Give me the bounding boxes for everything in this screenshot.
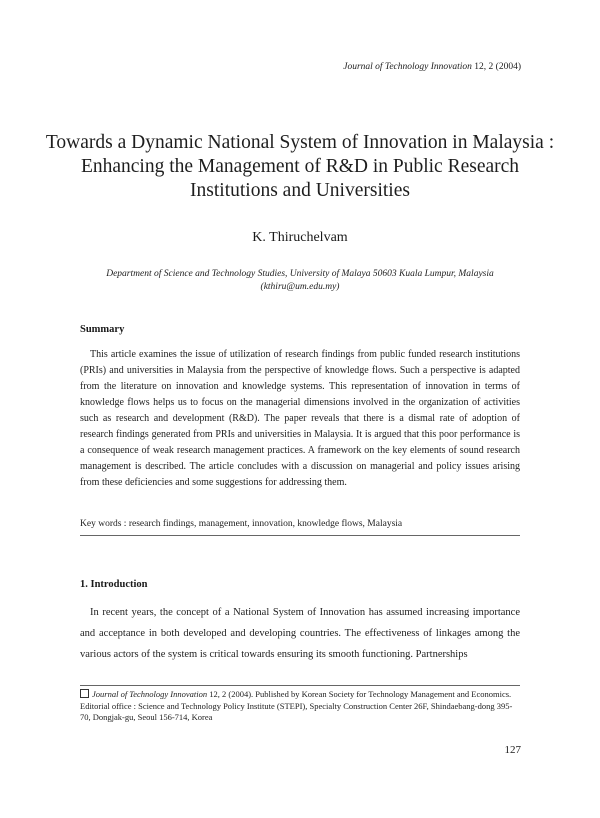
title-line-3: Institutions and Universities bbox=[190, 180, 410, 201]
affiliation-line: Department of Science and Technology Studies, University of Malaya 50603 Kuala Lumpur, Malaysia bbox=[106, 269, 494, 279]
summary-text: This article examines the issue of utilization of research findings from public funded research institutions (PRIs) and universities in Malaysia from the perspective of knowledge flows. Such a perspective is adapted from the literature on innovation and knowledge systems. This representation of innovation in terms of knowledge flows helps us to focus on the managerial dimensions involved in the organization of activities such as research and development (R&D). The paper reveals that there is a dismal rate of adoption of research findings generated from PRIs and universities in Malaysia. It is argued that this poor performance is a consequence of weak research management practices. A framework on the key elements of sound research management is described. The article concludes with a discussion on managerial and policy issues arising from these deficiencies and some suggestions for addressing them. bbox=[80, 349, 520, 488]
footnote bbox=[80, 689, 520, 724]
keywords-divider bbox=[80, 535, 520, 536]
introduction-heading: 1. Introduction bbox=[80, 579, 148, 590]
page-number: 127 bbox=[504, 744, 521, 756]
keywords: Key words : research findings, management, innovation, knowledge flows, Malaysia bbox=[80, 519, 403, 529]
summary-heading: Summary bbox=[80, 324, 125, 335]
running-head bbox=[343, 62, 521, 72]
author-name: K. Thiruchelvam bbox=[252, 230, 348, 245]
author-affiliation bbox=[60, 268, 540, 294]
running-head-volume: 12, 2 (2004) bbox=[474, 62, 521, 72]
paper-title bbox=[40, 131, 560, 203]
title-line-2: Enhancing the Management of R&D in Public Research bbox=[80, 156, 520, 177]
footnote-divider bbox=[80, 685, 520, 686]
title-line-1: Towards a Dynamic National System of Innovation in Malaysia : bbox=[45, 132, 555, 153]
running-head-journal: Journal of Technology Innovation bbox=[343, 62, 472, 72]
footnote-text: 12, 2 (2004). Published by Korean Society for Technology Management and Economics. Editorial office : Science and Technology Policy Institute (STEPI), Specialty Construction Center 26F, Shindaebang-dong 395-70, Dongjak-gu, Seoul 156-714, Korea bbox=[80, 689, 513, 722]
introduction-text: In recent years, the concept of a National System of Innovation has assumed increasing importance and acceptance in both developed and developing countries. The effectiveness of linkages among the various actors of the system is critical towards ensuring its smooth functioning. Partnerships bbox=[80, 607, 520, 660]
checkbox-square-icon bbox=[80, 689, 89, 698]
author-email: (kthiru@um.edu.my) bbox=[260, 282, 340, 292]
footnote-journal: Journal of Technology Innovation bbox=[92, 689, 208, 699]
